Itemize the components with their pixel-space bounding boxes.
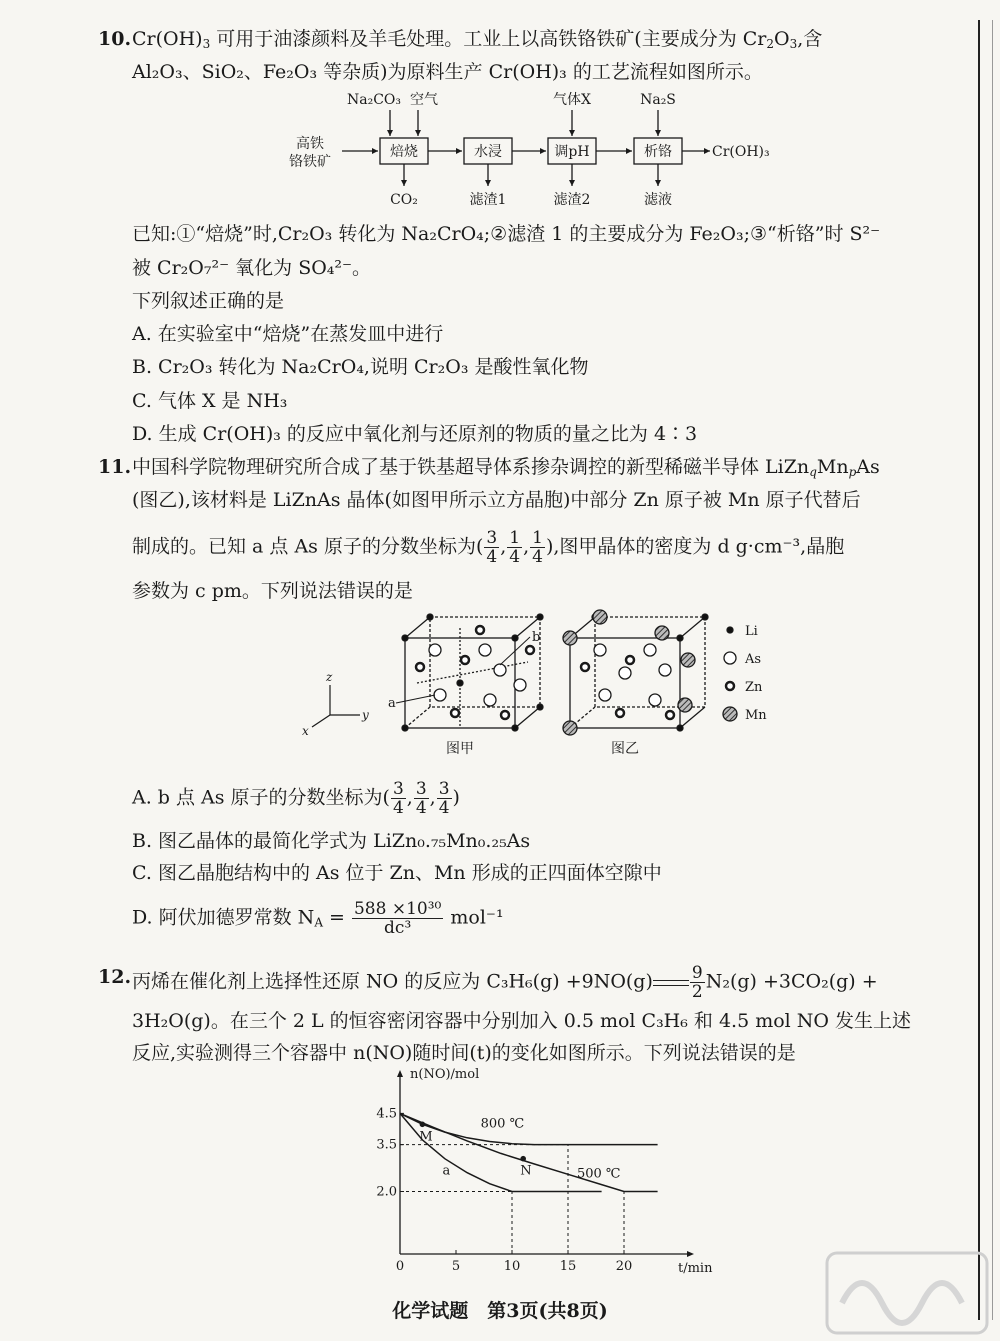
q11-option-c: C. 图乙晶胞结构中的 As 位于 Zn、Mn 形成的正四面体空隙中 [132, 862, 662, 884]
q11-line3: 制成的。已知 a 点 As 原子的分数坐标为( $\frac{3}{4}$ , $\frac{1}{4}$ , $\frac{1}{4}$ ),图甲晶体的密度为 d g·cm⁻³,晶胞 [132, 528, 845, 567]
q10-stem-main: 可用于油漆颜料及羊毛处理。工业上以高铁铬铁矿(主要成分为 Cr [216, 28, 767, 50]
legend-zn: Zn [745, 680, 763, 695]
q11-option-d-text: D. 阿伏加德罗常数 N [132, 906, 315, 929]
q10-option-a: A. 在实验室中“焙烧”在蒸发皿中进行 [132, 323, 444, 345]
flow-output-residue1: 滤渣1 [469, 192, 507, 208]
point-N [520, 1156, 526, 1162]
q12-chart [368, 1066, 713, 1276]
y-axis-label: n(NO)/mol [410, 1067, 480, 1082]
q12-line1: 丙烯在催化剂上选择性还原 NO 的反应为 C₃H₆(g) +9NO(g) $\frac{9}{2}$ N₂(g) +3CO₂(g) + [132, 963, 878, 1002]
q11-option-d: D. 阿伏加德罗常数 $N_A$ = $\frac{\text{588 ×10³⁰}}{\text{dc³}}$ mol⁻¹ [132, 899, 504, 938]
q10-option-b: B. Cr₂O₃ 转化为 Na₂CrO₄,说明 Cr₂O₃ 是酸性氧化物 [132, 356, 589, 378]
svg-text:z: z [326, 670, 333, 684]
legend-as: As [745, 652, 762, 667]
x-tick-label: 5 [451, 1259, 461, 1274]
flow-step-precip: 析铬 [644, 144, 672, 160]
q11-line1-text: 中国科学院物理研究所合成了基于铁基超导体系掺杂调控的新型稀磁半导体 LiZn [132, 456, 810, 478]
q10-stem-prefix: Cr(OH) [132, 28, 203, 50]
q12-line1-pre: 丙烯在催化剂上选择性还原 NO 的反应为 C₃H₆(g) +9NO(g) [132, 970, 653, 993]
y-axis-arrow-icon [397, 1070, 403, 1077]
flow-output-filtrate: 滤液 [644, 192, 672, 208]
x-tick-label: 20 [615, 1259, 633, 1274]
q11-option-a-text: A. b 点 As 原子的分数坐标为( [132, 786, 390, 809]
q10-known-line1: 已知:①“焙烧”时,Cr₂O₃ 转化为 Na₂CrO₄;②滤渣 1 的主要成分为 Fe₂O₃;③“析铬”时 S²⁻ [132, 223, 881, 245]
q11-line1: 中国科学院物理研究所合成了基于铁基超导体系掺杂调控的新型稀磁半导体 $LiZn_qMn_pAs$ [132, 456, 880, 479]
q11-option-a: A. b 点 As 原子的分数坐标为( $\frac{3}{4}$ , $\frac{3}{4}$ , $\frac{3}{4}$ ) [132, 779, 460, 818]
x-tick-label: 15 [559, 1259, 577, 1274]
flow-output-co2: CO₂ [390, 192, 418, 208]
flow-output-residue2: 滤渣2 [553, 192, 591, 208]
flow-raw-2: 铬铁矿 [289, 154, 331, 170]
flow-step-roast: 焙烧 [390, 144, 418, 160]
y-tick-label: 3.5 [376, 1137, 397, 1153]
q12-number: 12. [98, 966, 132, 988]
q10-stem-line1: $Cr(OH)_3$ 可用于油漆颜料及羊毛处理。工业上以高铁铬铁矿(主要成分为 $Cr_2O_3$,含 [132, 28, 823, 51]
q10-stem-end: ,含 [797, 28, 823, 50]
y-tick-label: 2.0 [376, 1184, 397, 1200]
x-axis-arrow-icon [687, 1251, 694, 1257]
series-label-500: 500 ℃ [576, 1166, 621, 1182]
q11-crystal-figures [290, 605, 780, 765]
q11-number: 11. [98, 456, 132, 478]
q11-line4: 参数为 c pm。下列说法错误的是 [132, 580, 413, 602]
crystal-a-icon [405, 617, 540, 728]
x-tick-label: 0 [395, 1259, 405, 1274]
q12-line1-post: N₂(g) +3CO₂(g) + [705, 970, 878, 993]
y-tick-label: 4.5 [376, 1106, 397, 1122]
page-footer: 化学试题 第3页(共8页) [392, 1300, 608, 1322]
point-b-label: b [532, 630, 541, 645]
q10-option-d: D. 生成 Cr(OH)₃ 的反应中氧化剂与还原剂的物质的量之比为 4∶3 [132, 423, 698, 445]
q11-option-b: B. 图乙晶体的最简化学式为 LiZn₀.₇₅Mn₀.₂₅As [132, 830, 531, 852]
q10-flow-diagram [290, 86, 780, 216]
legend-li: Li [745, 624, 758, 639]
flow-input-na2s: Na₂S [640, 92, 676, 108]
flow-step-ph: 调pH [554, 144, 590, 160]
figure-b-label: 图乙 [611, 741, 639, 757]
flow-input-air: 空气 [410, 92, 438, 108]
x-tick-label: 10 [503, 1259, 521, 1274]
q11-line3b: ),图甲晶体的密度为 d g·cm⁻³,晶胞 [545, 535, 845, 558]
q11-option-d-unit: mol⁻¹ [450, 906, 504, 929]
crystal-b-atoms [563, 610, 708, 735]
x-axis-label: t/min [678, 1261, 713, 1276]
svg-text:x: x [302, 724, 309, 738]
crystal-legend [723, 627, 737, 721]
watermark-logo-icon [822, 1248, 992, 1338]
flow-step-leach: 水浸 [474, 144, 502, 160]
flow-input-na2co3: Na₂CO₃ [346, 92, 402, 108]
svg-text:y: y [362, 708, 369, 722]
flow-input-gas-x: 气体X [553, 92, 591, 108]
q10-option-c: C. 气体 X 是 NH₃ [132, 390, 288, 412]
page-border-line [978, 20, 980, 1320]
axes-icon [312, 685, 360, 727]
q12-line2: 3H₂O(g)。在三个 2 L 的恒容密闭容器中分别加入 0.5 mol C₃H₆ 和 4.5 mol NO 发生上述 [132, 1010, 912, 1032]
point-label-N: N [520, 1163, 532, 1179]
q10-prompt: 下列叙述正确的是 [132, 290, 285, 312]
page-border-line-thin [992, 20, 993, 1320]
series-label-a: a [442, 1163, 451, 1179]
flow-raw-1: 高铁 [296, 136, 324, 152]
point-a-label: a [388, 696, 396, 711]
point-label-M: M [419, 1129, 433, 1145]
q10-number: 10. [98, 28, 132, 50]
equilibrium-arrow-icon [653, 978, 689, 988]
q12-line3: 反应,实验测得三个容器中 n(NO)随时间(t)的变化如图所示。下列说法错误的是 [132, 1042, 796, 1064]
point-M [420, 1122, 426, 1128]
legend-mn: Mn [745, 708, 767, 723]
q11-line3a: 制成的。已知 a 点 As 原子的分数坐标为( [132, 535, 484, 558]
q10-known-line2: 被 Cr₂O₇²⁻ 氧化为 SO₄²⁻。 [132, 257, 372, 279]
series-label-800: 800 ℃ [480, 1116, 525, 1132]
figure-a-label: 图甲 [446, 741, 474, 757]
flow-product: Cr(OH)₃ [712, 144, 770, 160]
q11-line2: (图乙),该材料是 LiZnAs 晶体(如图甲所示立方晶胞)中部分 Zn 原子被 Mn 原子代替后 [132, 489, 861, 511]
q10-stem-line2: Al₂O₃、SiO₂、Fe₂O₃ 等杂质)为原料生产 Cr(OH)₃ 的工艺流程如图所示。 [132, 61, 763, 83]
